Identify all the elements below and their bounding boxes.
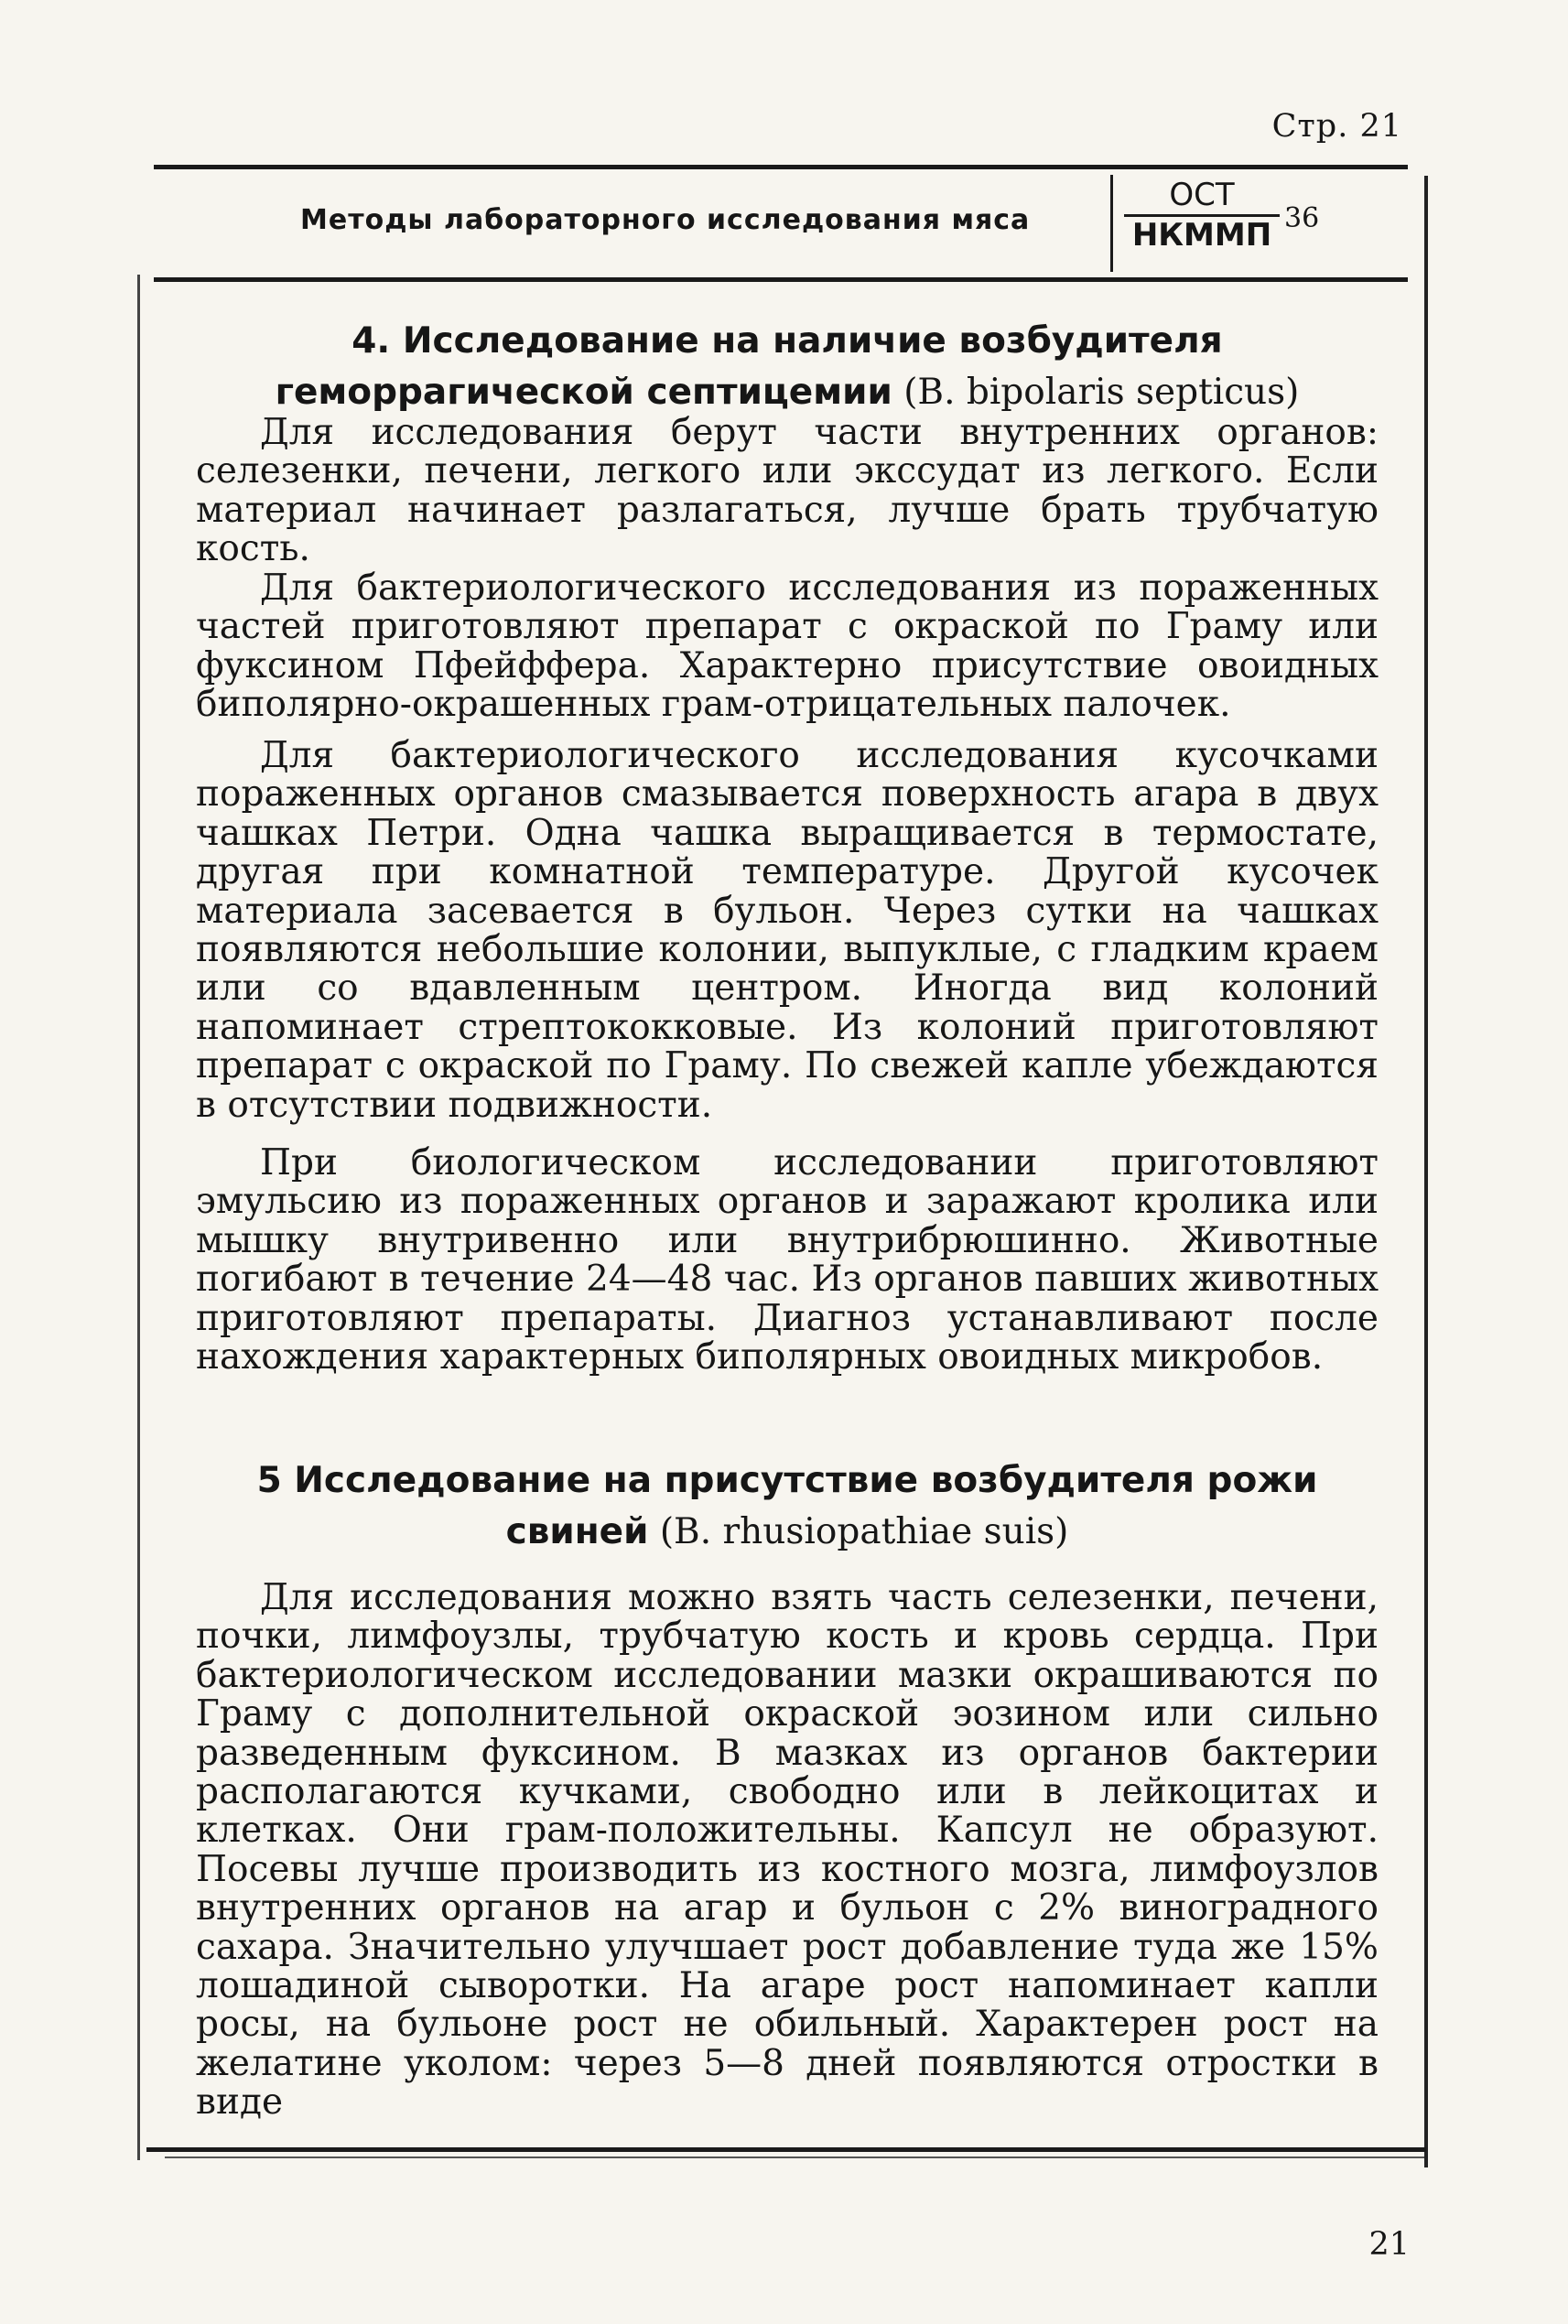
section-5-paragraph-1: Для исследования можно взять часть селезенки, печени, почки, лимфоузлы, трубчатую кость и кровь сердца. При бактериологическом исследовании мазки окрашиваются по Граму с дополнительной окраской эозином или сильно разведенным фуксином. В мазках из органов бактерии располагаются кучками, свободно или в лейкоцитах и клетках. Они грам-положительны. Капсул не образуют. Посевы лучше производить из костного мозга, лимфоузлов внутренних органов на агар и бульон с 2% виноградного сахара. Значительно улучшает рост добавление туда же 15% лошадиной сыворотки. На агаре рост напоминает капли росы, на бульоне рост не обильный. Характерен рост на желатине уколом: через 5—8 дней появляются отростки в виде	[196, 1577, 1379, 2124]
section-4-paragraph-4: При биологическом исследовании приготовляют эмульсию из пораженных органов и заражают кролика или мышку внутривенно или внутрибрюшинно. Животные погибают в течение 24—48 час. Из органов павших животных приготовляют препараты. Диагноз устанавливают после нахождения характерных биполярных овоидных микробов.	[196, 1142, 1379, 1378]
standard-top: ОСТ	[1124, 177, 1280, 217]
section-4-title	[192, 316, 1382, 418]
section-4-title-latin: (B. bipolaris septicus)	[903, 372, 1300, 413]
section-4-paragraph-2: Для бактериологического исследования из пораженных частей приготовляют препарат с окраской по Граму или фуксином Пфейффера. Характерно присутствие овоидных биполярно-окрашенных грам-отрицательных палочек.	[196, 567, 1379, 726]
header-divider	[1110, 175, 1113, 272]
standard-bottom: НКММП	[1131, 217, 1272, 254]
page-label: Стр. 21	[1271, 108, 1402, 145]
page-number: 21	[1368, 2226, 1410, 2263]
section-4-paragraph-3: Для бактериологического исследования кусочками пораженных органов смазывается поверхность агара в двух чашках Петри. Одна чашка выращивается в термостате, другая при комнатной температуре. Другой кусочек материала засевается в бульон. Через сутки на чашках появляются небольшие колонии, выпуклые, с гладким краем или со вдавленным центром. Иногда вид колоний напоминает стрептококковые. Из колоний приготовляют препарат с окраской по Граму. По свежей капле убеждаются в отсутствии подвижности.	[196, 735, 1379, 1126]
standard-number: 36	[1284, 202, 1320, 234]
section-5-title-latin: (B. rhusiopathiae suis)	[659, 1511, 1069, 1552]
section-4-title-bold: 4. Исследование на наличие возбудителя геморрагической септицемии	[275, 320, 1223, 413]
section-5-title-bold: 5 Исследование на присутствие возбудителя рожи свиней	[256, 1460, 1318, 1552]
frame-right-rule	[1424, 176, 1428, 2167]
frame-left-rule	[137, 275, 140, 2160]
header-title: Методы лабораторного исследования мяса	[300, 204, 1031, 236]
section-5-title	[192, 1455, 1382, 1558]
frame-bottom-rule-inner	[165, 2156, 1424, 2158]
running-header	[154, 165, 1408, 282]
frame-bottom-rule	[146, 2147, 1426, 2152]
section-4-paragraph-1: Для исследования берут части внутренних органов: селезенки, печени, легкого или экссудат из легкого. Если материал начинает разлагаться, лучше брать трубчатую кость.	[196, 412, 1379, 570]
